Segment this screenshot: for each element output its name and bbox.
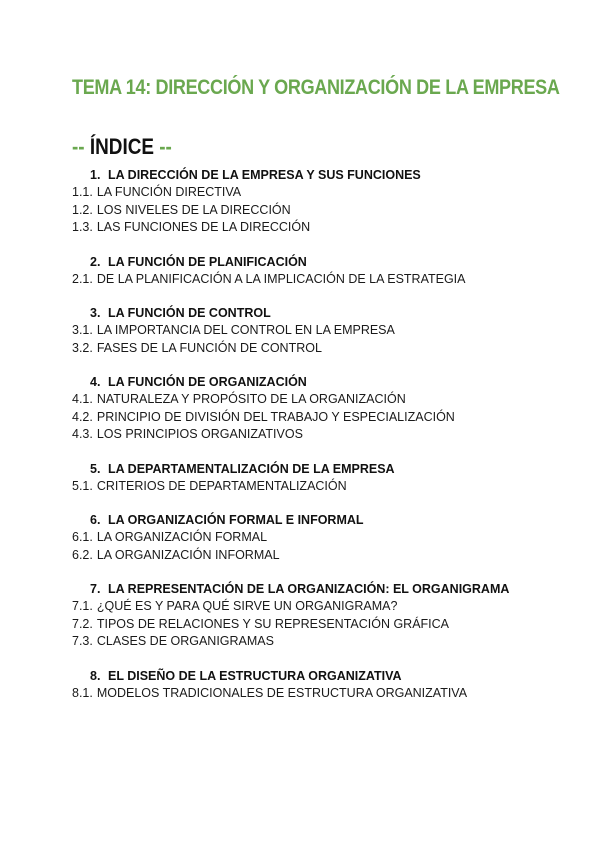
- toc-subsection: [72, 478, 572, 496]
- subsection-text: NATURALEZA Y PROPÓSITO DE LA ORGANIZACIÓN: [96, 392, 406, 406]
- toc-section: [72, 581, 572, 651]
- section-title: [72, 581, 572, 598]
- toc-subsection: [72, 391, 572, 409]
- section-title-text: LA FUNCIÓN DE CONTROL: [108, 306, 271, 320]
- section-title: [72, 512, 572, 529]
- subsection-number: 6.1.: [72, 530, 93, 544]
- section-title-text: LA ORGANIZACIÓN FORMAL E INFORMAL: [108, 513, 364, 527]
- section-title: [72, 374, 572, 391]
- toc-subsection: [72, 529, 572, 547]
- toc-section: [72, 374, 572, 444]
- subsection-text: CRITERIOS DE DEPARTAMENTALIZACIÓN: [96, 478, 347, 493]
- section-title: [72, 305, 572, 322]
- section-title: [72, 254, 572, 271]
- subsection-number: 5.1.: [72, 478, 93, 493]
- subsection-number: 1.2.: [72, 202, 93, 217]
- subsection-text: LOS NIVELES DE LA DIRECCIÓN: [96, 202, 291, 217]
- section-number: 4.: [90, 375, 101, 389]
- section-title-text: LA REPRESENTACIÓN DE LA ORGANIZACIÓN: EL ORGANIGRAMA: [108, 582, 510, 596]
- subsection-number: 7.1.: [72, 599, 93, 613]
- section-title: [72, 167, 572, 184]
- toc-subsection: [72, 202, 572, 220]
- toc-subsection: [72, 633, 572, 651]
- section-title: [72, 668, 572, 685]
- index-dash-left: --: [72, 134, 90, 159]
- section-title: [72, 461, 572, 478]
- toc-subsection: [72, 219, 572, 237]
- table-of-contents: [72, 167, 572, 719]
- toc-subsection: [72, 426, 572, 444]
- section-number: 7.: [90, 582, 101, 596]
- section-title-text: LA DEPARTAMENTALIZACIÓN DE LA EMPRESA: [108, 461, 395, 476]
- section-title-text: LA DIRECCIÓN DE LA EMPRESA Y SUS FUNCIONES: [108, 168, 421, 182]
- toc-section: [72, 305, 572, 357]
- toc-subsection: [72, 616, 572, 634]
- section-title-text: LA FUNCIÓN DE ORGANIZACIÓN: [108, 375, 307, 389]
- subsection-number: 3.2.: [72, 340, 93, 355]
- subsection-text: LOS PRINCIPIOS ORGANIZATIVOS: [96, 427, 303, 441]
- subsection-number: 6.2.: [72, 547, 93, 562]
- toc-subsection: [72, 322, 572, 340]
- subsection-text: DE LA PLANIFICACIÓN A LA IMPLICACIÓN DE LA ESTRATEGIA: [96, 271, 466, 286]
- subsection-text: LA ORGANIZACIÓN INFORMAL: [96, 547, 280, 562]
- section-number: 6.: [90, 513, 101, 527]
- toc-section: [72, 254, 572, 289]
- toc-section: [72, 668, 572, 703]
- subsection-text: MODELOS TRADICIONALES DE ESTRUCTURA ORGANIZATIVA: [96, 685, 468, 700]
- section-number: 5.: [90, 461, 101, 476]
- subsection-text: CLASES DE ORGANIGRAMAS: [96, 634, 274, 648]
- toc-section: [72, 167, 572, 237]
- subsection-text: LA ORGANIZACIÓN FORMAL: [96, 530, 268, 544]
- toc-section: [72, 512, 572, 564]
- section-number: 3.: [90, 306, 101, 320]
- subsection-text: LAS FUNCIONES DE LA DIRECCIÓN: [96, 220, 311, 234]
- toc-subsection: [72, 685, 572, 703]
- subsection-text: ¿QUÉ ES Y PARA QUÉ SIRVE UN ORGANIGRAMA?: [96, 599, 398, 613]
- toc-subsection: [72, 184, 572, 202]
- subsection-text: FASES DE LA FUNCIÓN DE CONTROL: [96, 340, 322, 355]
- index-heading: [72, 134, 172, 160]
- subsection-text: TIPOS DE RELACIONES Y SU REPRESENTACIÓN GRÁFICA: [96, 616, 450, 631]
- toc-subsection: [72, 409, 572, 427]
- section-number: 1.: [90, 168, 101, 182]
- subsection-text: LA IMPORTANCIA DEL CONTROL EN LA EMPRESA: [96, 323, 395, 337]
- section-number: 8.: [90, 668, 101, 683]
- toc-section: [72, 461, 572, 496]
- section-title-text: LA FUNCIÓN DE PLANIFICACIÓN: [108, 254, 307, 269]
- subsection-number: 1.1.: [72, 185, 93, 199]
- subsection-number: 4.1.: [72, 392, 93, 406]
- subsection-number: 7.2.: [72, 616, 93, 631]
- index-dash-right: --: [153, 134, 172, 159]
- subsection-text: LA FUNCIÓN DIRECTIVA: [96, 185, 242, 199]
- subsection-text: PRINCIPIO DE DIVISIÓN DEL TRABAJO Y ESPECIALIZACIÓN: [96, 409, 455, 424]
- toc-subsection: [72, 547, 572, 565]
- subsection-number: 2.1.: [72, 271, 93, 286]
- subsection-number: 1.3.: [72, 220, 93, 234]
- subsection-number: 7.3.: [72, 634, 93, 648]
- section-title-text: EL DISEÑO DE LA ESTRUCTURA ORGANIZATIVA: [108, 668, 402, 683]
- subsection-number: 8.1.: [72, 685, 93, 700]
- subsection-number: 3.1.: [72, 323, 93, 337]
- section-number: 2.: [90, 254, 101, 269]
- toc-subsection: [72, 340, 572, 358]
- index-label: ÍNDICE: [89, 134, 154, 159]
- subsection-number: 4.2.: [72, 409, 93, 424]
- toc-subsection: [72, 271, 572, 289]
- toc-subsection: [72, 598, 572, 616]
- document-title: TEMA 14: DIRECCIÓN Y ORGANIZACIÓN DE LA EMPRESA: [72, 76, 560, 99]
- subsection-number: 4.3.: [72, 427, 93, 441]
